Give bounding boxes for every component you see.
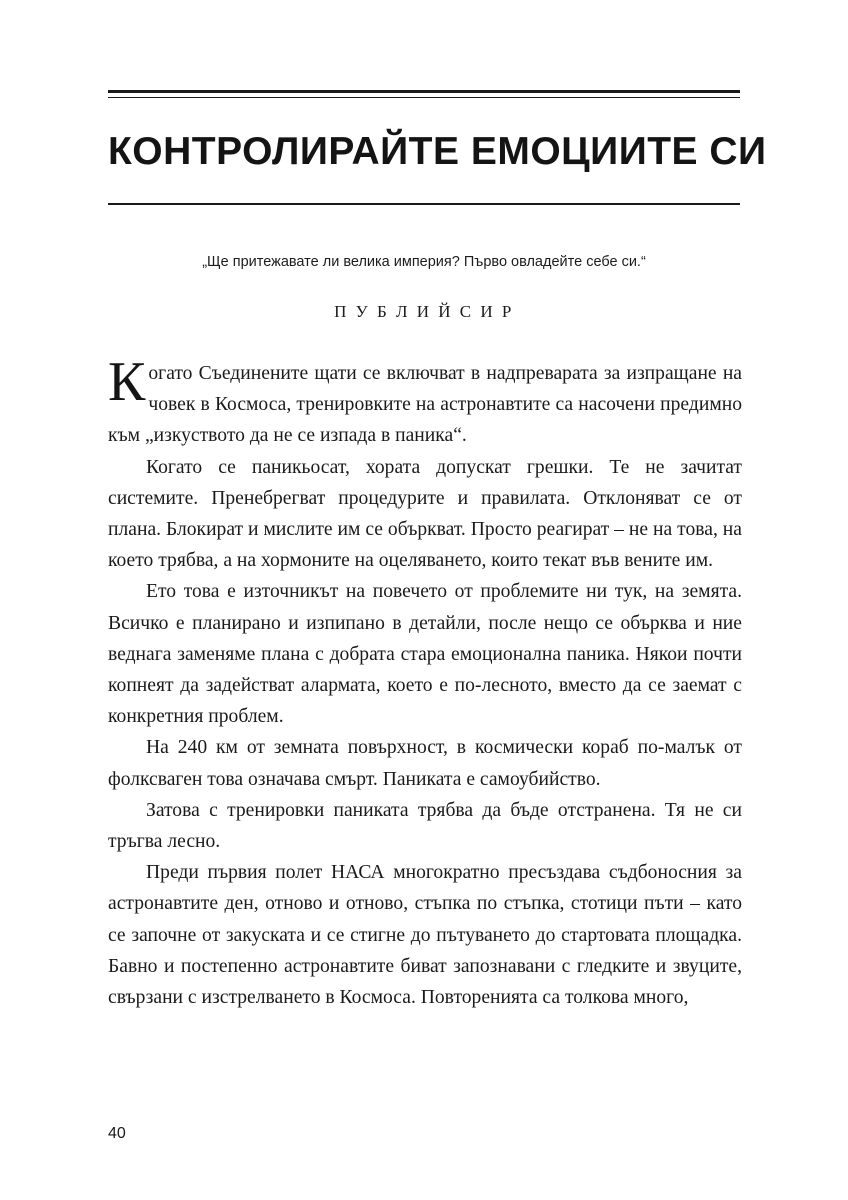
paragraph-3: Ето това е източникът на повечето от проблемите ни тук, на земята. Всичко е планирано и изпипано в детайли, после нещо се обърква и ние веднага заменяме плана с добрата стара емоционална паника. Някои почти копнеят да задействат алармата, което е по-лесното, вместо да се заемат с конкретния проблем. <box>108 581 742 728</box>
drop-cap: К <box>108 351 146 413</box>
chapter-header <box>108 90 767 205</box>
paragraph-5: Затова с тренировки паниката трябва да бъде отстранена. Тя не си тръгва лесно. <box>108 799 742 853</box>
page-number: 40 <box>108 1125 126 1142</box>
header-rule-thin <box>108 97 740 98</box>
epigraph <box>108 252 740 322</box>
header-rule-thick <box>108 90 740 93</box>
paragraph-1-text: огато Съединените щати се включват в надпреварата за изпращане на човек в Космоса, тренировките на астронавтите са насочени предимно към „изкуството да не се изпада в паника“. <box>108 363 742 447</box>
page-title: КОНТРОЛИРАЙТЕ ЕМОЦИИТЕ СИ <box>108 130 767 173</box>
body-text <box>108 351 742 1013</box>
epigraph-author: П У Б Л И Й С И Р <box>334 301 514 321</box>
epigraph-quote: „Ще притежавате ли велика империя? Първо овладейте себе си.“ <box>202 254 646 270</box>
header-rule-bottom <box>108 203 740 205</box>
paragraph-6: Преди първия полет НАСА многократно пресъздава съдбоносния за астронавтите ден, отново и отново, стъпка по стъпка, стотици пъти – като се започне от закуската и се стигне до пътуването до стартовата площадка. Бавно и постепенно астронавтите биват запознавани с гледките и звуците, свързани с изстрелването в Космоса. Повторенията са толкова много, <box>108 862 742 1009</box>
paragraph-4: На 240 км от земната повърхност, в космически кораб по-малък от фолксваген това означава смърт. Паниката е самоубийство. <box>108 737 742 790</box>
paragraph-1 <box>108 351 742 452</box>
paragraph-2: Когато се паникьосат, хората допускат грешки. Те не зачитат системите. Пренебрегват процедурите и правилата. Отклоняват се от плана. Блокират и мислите им се объркват. Просто реагират – не на това, на което трябва, а на хормоните на оцеляването, които текат във вените им. <box>108 456 742 572</box>
